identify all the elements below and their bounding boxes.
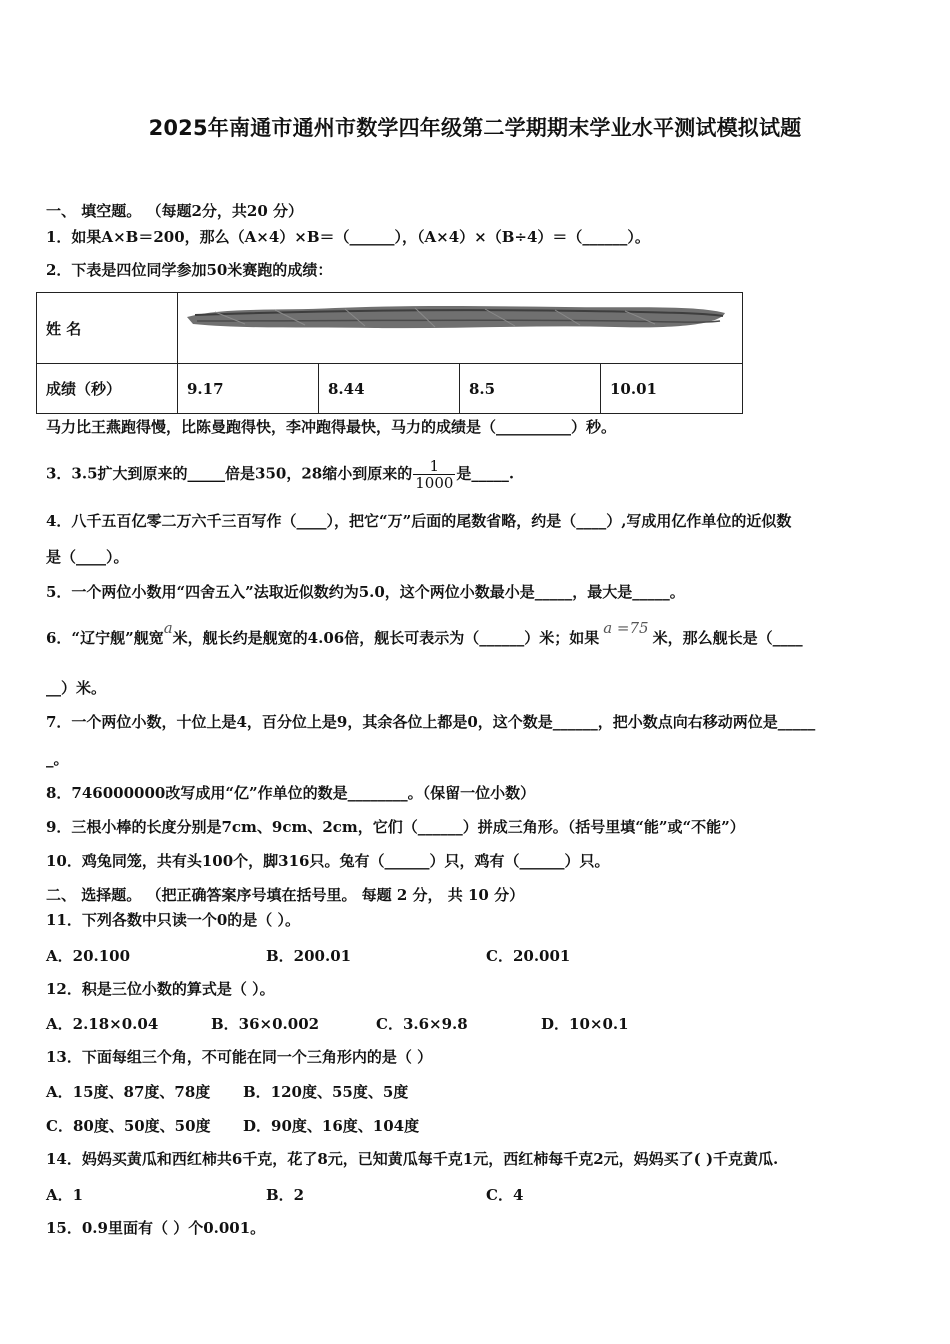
q11-option-b: B．200.01	[266, 947, 352, 965]
question-1: 1．如果A×B＝200，那么（A×4）×B＝（______），（A×4）×（B÷4）＝（______）。	[46, 228, 650, 246]
question-6-line-2: __）米。	[46, 679, 107, 697]
q12-option-c: C．3.6×9.8	[376, 1015, 468, 1033]
q12-option-d: D．10×0.1	[541, 1015, 629, 1033]
question-10: 10．鸡兔同笼，共有头100个，脚316只。兔有（______）只，鸡有（______）只。	[46, 852, 610, 870]
condition-a-75: a =75	[603, 619, 649, 637]
fraction-1-1000	[413, 458, 455, 491]
q13-option-d: D．90度、16度、104度	[243, 1117, 420, 1135]
q11-option-a: A．20.100	[46, 947, 131, 965]
q11-option-c: C．20.001	[486, 947, 571, 965]
question-6-text-b: 米，舰长约是舰宽的4.06倍，舰长可表示为（______）米；如果	[172, 629, 600, 647]
question-6-line-1	[46, 619, 803, 648]
question-15: 15．0.9里面有（ ）个0.001。	[46, 1219, 266, 1237]
section-heading-fill-blank: 一、 填空题。 （每题2分，共20 分）	[46, 202, 303, 220]
table-header-name: 姓 名	[37, 293, 178, 364]
question-2-text: 马力比王燕跑得慢，比陈曼跑得快，李冲跑得最快，马力的成绩是（__________）秒。	[46, 418, 617, 436]
question-12: 12．积是三位小数的算式是（ ）。	[46, 980, 275, 998]
q13-option-c: C．80度、50度、50度	[46, 1117, 211, 1135]
question-4-line-2: 是（____）。	[46, 548, 129, 566]
question-8: 8．746000000改写成用“亿”作单位的数是________。（保留一位小数）	[46, 784, 536, 802]
q14-option-c: C．4	[486, 1186, 524, 1204]
q12-option-b: B．36×0.002	[211, 1015, 320, 1033]
question-7-line-1: 7．一个两位小数，十位上是4，百分位上是9，其余各位上都是0，这个数是______，把小数点向右移动两位是_____	[46, 713, 816, 731]
question-5: 5．一个两位小数用“四舍五入”法取近似数约为5.0，这个两位小数最小是_____，最大是_____。	[46, 583, 685, 601]
table-cell-score-3: 8.5	[460, 364, 601, 414]
fraction-denominator: 1000	[415, 474, 454, 492]
variable-a: a	[163, 619, 173, 637]
q13-option-a: A．15度、87度、78度	[46, 1083, 211, 1101]
question-7-line-2: _。	[46, 750, 69, 768]
page-title: 2025年南通市通州市数学四年级第二学期期末学业水平测试模拟试题	[148, 116, 802, 140]
q13-option-b: B．120度、55度、5度	[243, 1083, 409, 1101]
question-3-text-b: 是_____.	[456, 464, 515, 483]
fraction-numerator: 1	[413, 458, 455, 475]
question-3-text-a: 3．3.5扩大到原来的_____倍是350，28缩小到原来的	[46, 464, 413, 483]
question-9: 9．三根小棒的长度分别是7cm、9cm、2cm，它们（______）拼成三角形。（括号里填“能”或“不能”）	[46, 818, 745, 836]
table-header-score: 成绩（秒）	[37, 364, 178, 414]
redacted-names-scribble	[185, 299, 730, 333]
table-cell-score-1: 9.17	[178, 364, 319, 414]
table-cell-score-4: 10.01	[601, 364, 743, 414]
question-6-text-a: 6．“辽宁舰”舰宽	[46, 629, 164, 647]
question-13: 13．下面每组三个角，不可能在同一个三角形内的是（ ）	[46, 1048, 433, 1066]
q14-option-a: A．1	[46, 1186, 84, 1204]
question-4-line-1: 4．八千五百亿零二万六千三百写作（____），把它“万”后面的尾数省略，约是（____）,写成用亿作单位的近似数	[46, 512, 792, 530]
question-3	[46, 458, 514, 491]
question-14: 14．妈妈买黄瓜和西红柿共6千克，花了8元，已知黄瓜每千克1元，西红柿每千克2元，妈妈买了( )千克黄瓜.	[46, 1150, 779, 1168]
q12-option-a: A．2.18×0.04	[46, 1015, 159, 1033]
section-heading-choice: 二、 选择题。 （把正确答案序号填在括号里。 每题 2 分， 共 10 分）	[46, 886, 525, 904]
q14-option-b: B．2	[266, 1186, 305, 1204]
question-2-intro: 2．下表是四位同学参加50米赛跑的成绩：	[46, 261, 333, 279]
question-6-text-c: 米，那么舰长是（____	[652, 629, 803, 647]
question-11: 11．下列各数中只读一个0的是（ ）。	[46, 911, 301, 929]
table-cell-score-2: 8.44	[319, 364, 460, 414]
